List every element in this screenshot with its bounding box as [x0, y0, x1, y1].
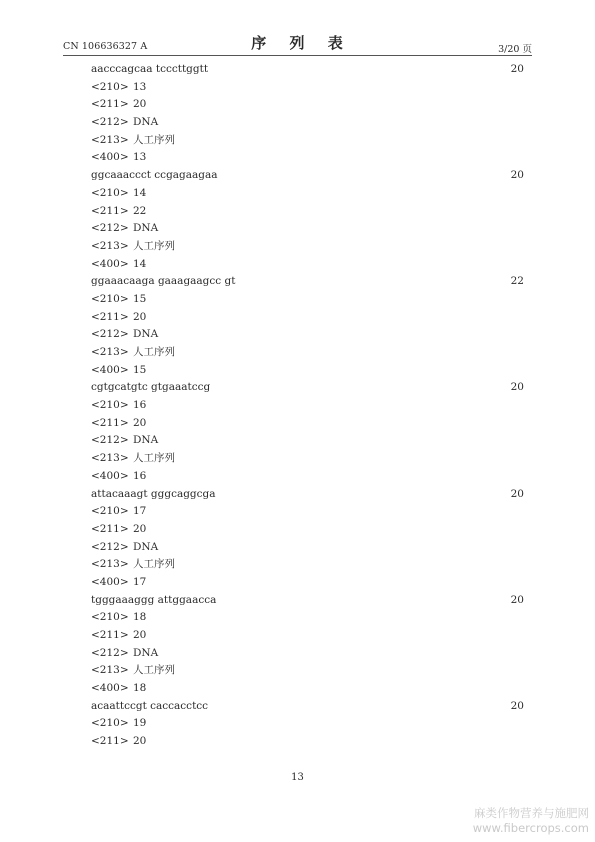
field-line	[91, 715, 524, 733]
field-line	[91, 397, 524, 415]
field-value: 22	[133, 204, 147, 217]
sequence-text: cgtgcatgtc gtgaaatccg	[91, 381, 211, 394]
field-tag: <210>	[91, 80, 129, 93]
field-value: 20	[133, 522, 147, 535]
field-tag: <212>	[91, 540, 129, 553]
field-line	[91, 680, 524, 698]
field-value: 人工序列	[133, 558, 175, 571]
field-tag: <210>	[91, 505, 129, 518]
field-value: 人工序列	[133, 346, 175, 358]
field-line	[91, 450, 524, 468]
sequence-line	[91, 592, 524, 610]
sequence-line	[91, 167, 524, 185]
field-tag: <400>	[91, 575, 129, 588]
field-line	[91, 185, 524, 203]
sequence-length: 20	[510, 381, 524, 394]
sequence-length: 22	[510, 275, 524, 288]
sequence-length: 20	[510, 593, 524, 606]
field-line	[91, 79, 524, 97]
field-tag: <400>	[91, 469, 129, 482]
field-line	[91, 238, 524, 256]
sequence-line	[91, 379, 524, 397]
field-value: 20	[133, 310, 147, 323]
page-indicator: 3/20 页	[498, 44, 532, 55]
sequence-length: 20	[510, 169, 524, 182]
field-tag: <210>	[91, 292, 129, 305]
sequence-line	[91, 61, 524, 79]
sequence-length: 20	[510, 699, 524, 712]
field-line	[91, 362, 524, 380]
field-line	[91, 415, 524, 433]
field-tag: <213>	[91, 239, 129, 252]
field-value: 20	[133, 629, 147, 641]
field-value: 20	[133, 735, 147, 748]
field-line	[91, 609, 524, 627]
field-line	[91, 503, 524, 521]
page-number: 13	[291, 772, 304, 783]
page-title: 序 列 表	[251, 34, 352, 52]
field-tag: <400>	[91, 363, 129, 376]
field-value: DNA	[133, 222, 159, 235]
field-line	[91, 432, 524, 450]
sequence-text: attacaaagt gggcaggcga	[91, 487, 216, 500]
field-tag: <212>	[91, 116, 129, 129]
field-tag: <212>	[91, 328, 129, 341]
field-line	[91, 203, 524, 221]
sequence-line	[91, 486, 524, 504]
field-line	[91, 344, 524, 362]
field-line	[91, 645, 524, 663]
sequence-text: tgggaaaggg attggaacca	[91, 593, 217, 606]
field-value: 13	[133, 80, 147, 93]
document-number: CN 106636327 A	[63, 41, 148, 52]
field-tag: <213>	[91, 133, 129, 146]
sequence-text: ggaaacaaga gaaagaagcc gt	[91, 275, 236, 288]
field-value: 16	[133, 399, 147, 412]
field-value: 15	[133, 292, 147, 305]
field-value: 14	[133, 257, 147, 270]
field-value: 18	[133, 682, 147, 695]
field-value: 17	[133, 575, 147, 588]
header-divider	[63, 55, 532, 56]
field-line	[91, 468, 524, 486]
field-line	[91, 539, 524, 557]
field-value: DNA	[133, 540, 159, 553]
field-line	[91, 521, 524, 539]
field-tag: <400>	[91, 257, 129, 270]
field-line	[91, 114, 524, 132]
sequence-text: aacccagcaa tcccttggtt	[91, 63, 209, 75]
field-value: 人工序列	[133, 664, 175, 677]
field-value: 16	[133, 469, 147, 482]
field-tag: <211>	[91, 204, 129, 217]
field-tag: <212>	[91, 434, 129, 447]
field-tag: <212>	[91, 646, 129, 659]
field-tag: <212>	[91, 222, 129, 235]
field-line	[91, 220, 524, 238]
field-tag: <213>	[91, 452, 129, 465]
field-value: 15	[133, 363, 147, 376]
field-tag: <213>	[91, 664, 129, 677]
field-line	[91, 291, 524, 309]
field-line	[91, 132, 524, 150]
sequence-length: 20	[510, 487, 524, 500]
field-value: 13	[133, 151, 147, 164]
field-value: 17	[133, 505, 147, 518]
sequence-text: ggcaaaccct ccgagaagaa	[91, 169, 218, 182]
field-value: 18	[133, 611, 147, 624]
field-line	[91, 309, 524, 327]
field-line	[91, 662, 524, 680]
field-tag: <211>	[91, 522, 129, 535]
field-line	[91, 733, 524, 751]
field-tag: <213>	[91, 346, 129, 358]
field-line	[91, 96, 524, 114]
field-tag: <211>	[91, 629, 129, 641]
field-line	[91, 326, 524, 344]
field-line	[91, 556, 524, 574]
field-line	[91, 627, 524, 645]
site-watermark	[473, 806, 589, 836]
field-tag: <211>	[91, 98, 129, 111]
field-value: DNA	[133, 434, 159, 447]
field-value: 人工序列	[133, 452, 175, 465]
field-tag: <210>	[91, 611, 129, 624]
sequence-listing	[91, 61, 524, 751]
field-tag: <211>	[91, 310, 129, 323]
field-tag: <210>	[91, 717, 129, 730]
field-line	[91, 574, 524, 592]
field-tag: <211>	[91, 735, 129, 748]
field-tag: <400>	[91, 151, 129, 164]
field-tag: <400>	[91, 682, 129, 695]
field-line	[91, 149, 524, 167]
field-value: 人工序列	[133, 239, 175, 252]
sequence-text: acaattccgt caccacctcc	[91, 699, 209, 712]
field-value: DNA	[133, 116, 159, 129]
field-value: 20	[133, 416, 147, 429]
field-value: 19	[133, 717, 147, 730]
field-tag: <213>	[91, 558, 129, 571]
field-value: DNA	[133, 646, 159, 659]
watermark-site-name: 麻类作物营养与施肥网	[474, 806, 589, 820]
field-value: DNA	[133, 328, 159, 341]
field-value: 14	[133, 186, 147, 199]
sequence-length: 20	[510, 63, 524, 75]
field-line	[91, 256, 524, 274]
field-tag: <211>	[91, 416, 129, 429]
field-tag: <210>	[91, 399, 129, 412]
watermark-url: www.fibercrops.com	[472, 821, 589, 835]
field-value: 20	[133, 98, 147, 111]
sequence-line	[91, 698, 524, 716]
field-tag: <210>	[91, 186, 129, 199]
sequence-line	[91, 273, 524, 291]
field-value: 人工序列	[133, 133, 175, 146]
